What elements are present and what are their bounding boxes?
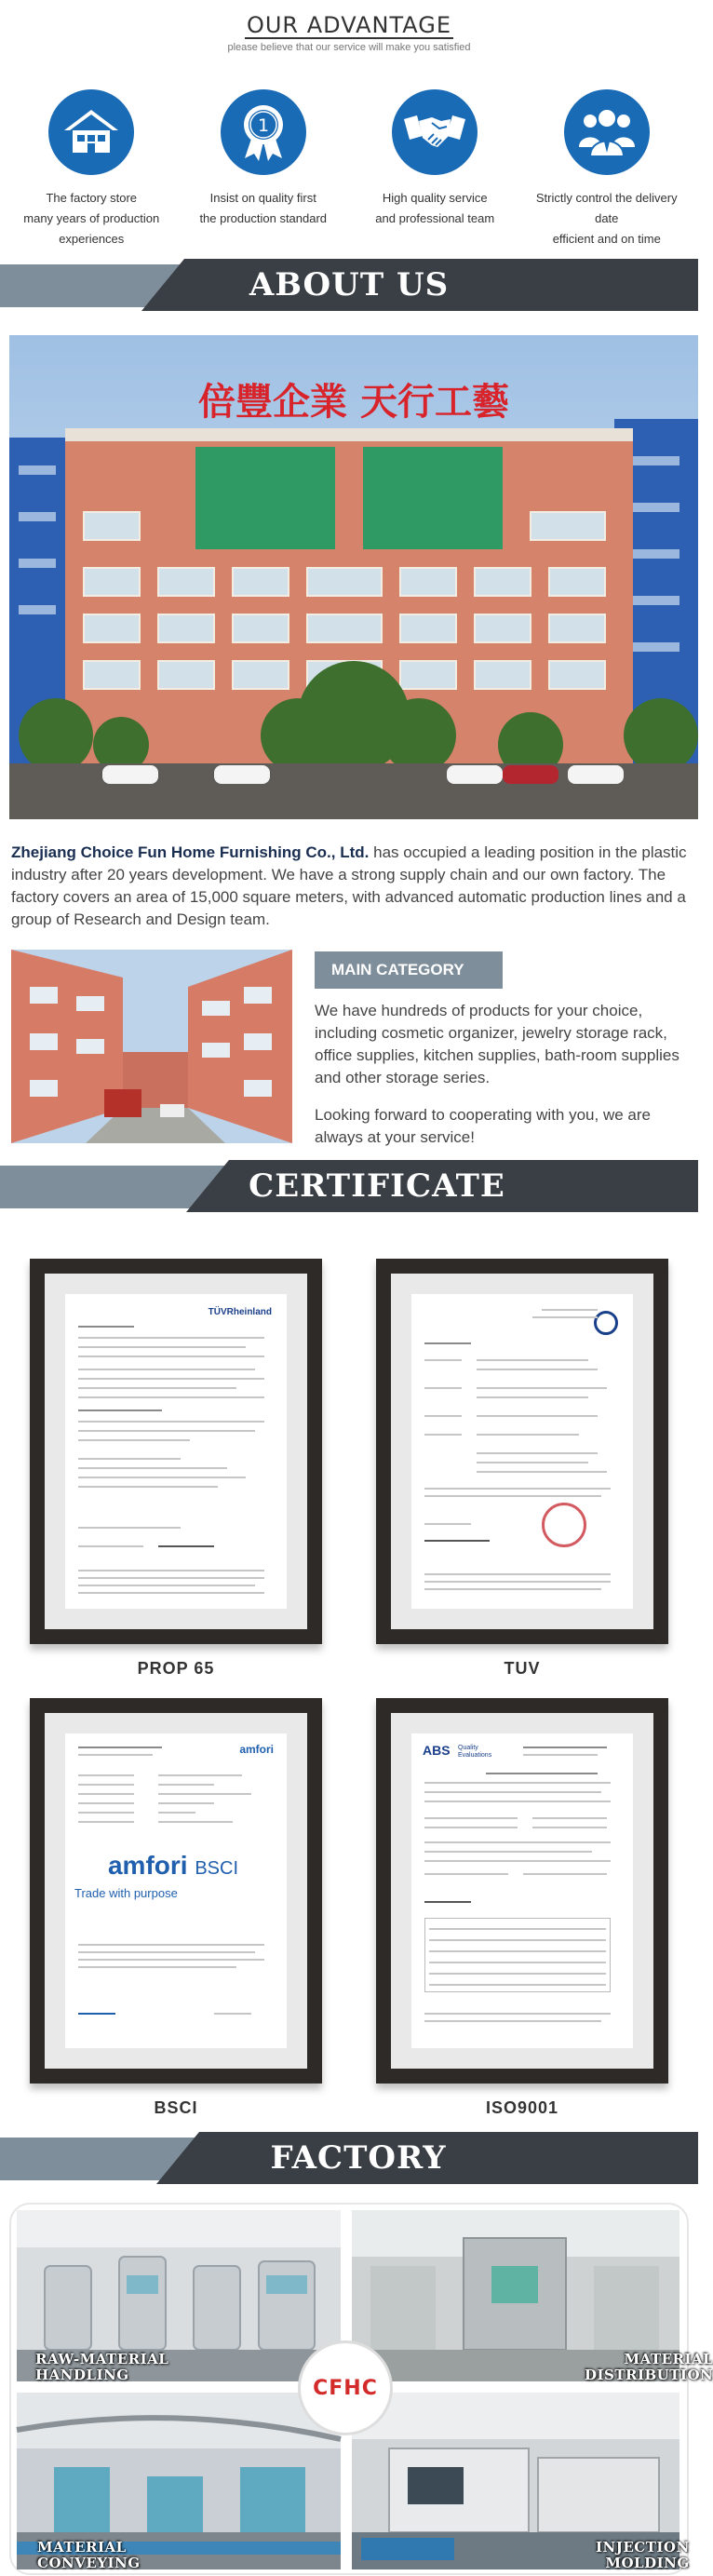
certificate-tuv [376, 1259, 668, 1644]
amfori-tagline: Trade with purpose [74, 1886, 178, 1900]
abs-logo-sub: Quality Evaluations [458, 1745, 492, 1759]
advantage-line: The factory store [46, 191, 138, 205]
advantage-subtitle: please believe that our service will make you satisfied [227, 42, 471, 53]
advantage-title: OUR ADVANTAGE [246, 12, 452, 38]
amfori-logo-text: amfori [107, 1851, 188, 1880]
tuv-brand: TÜVRheinland [208, 1307, 272, 1317]
factory-banner-title: FACTORY [270, 2139, 447, 2177]
advantage-item-quality [180, 89, 347, 250]
team-icon [564, 89, 650, 175]
medal-icon [221, 89, 306, 175]
closing-text: Looking forward to cooperating with you, we are always at your service! [315, 1106, 651, 1146]
cert-table [424, 1918, 611, 1992]
certificate-label-bsci: BSCI [154, 2098, 198, 2117]
advantage-line: the production standard [199, 211, 328, 225]
advantage-line: Strictly control the delivery date [535, 191, 678, 225]
advantage-item-delivery [523, 89, 691, 250]
company-logo [298, 2340, 393, 2435]
advantage-list [0, 89, 698, 250]
advantage-item-factory [7, 89, 175, 250]
amfori-small-brand: amfori [239, 1743, 274, 1756]
certificate-banner [0, 1160, 698, 1212]
handshake-icon [392, 89, 478, 175]
tuv-seal-icon [594, 1311, 618, 1335]
certificate-bsci [30, 1698, 322, 2084]
advantage-line: Insist on quality first [209, 191, 316, 205]
about-intro [11, 842, 691, 931]
certificate-iso9001 [376, 1698, 668, 2084]
caption-injection-molding: INJECTION MOLDING [596, 2539, 690, 2571]
factory-banner [0, 2132, 698, 2184]
about-intro-text: has occupied a leading position in the plastic industry after 20 years development. We have a strong supply chain and our own factory. The factory covers an area of 15,000 square meters, with advanced automatic production lines and a group of Research and Design team. [11, 843, 687, 928]
company-logo-text: CFHC [313, 2376, 378, 2400]
certificate-label-prop65: PROP 65 [137, 1659, 215, 1678]
advantage-line: many years of production [23, 211, 160, 225]
about-banner [0, 259, 698, 311]
advantage-header [0, 13, 698, 53]
advantage-line: efficient and on time [552, 232, 661, 246]
svg-text:1: 1 [257, 115, 269, 136]
advantage-line: High quality service [382, 191, 488, 205]
bsci-logo-text: BSCI [195, 1858, 239, 1879]
certificate-label-iso9001: ISO9001 [485, 2098, 559, 2117]
caption-material-conveying: MATERIAL CONVEYING [37, 2539, 141, 2571]
company-name: Zhejiang Choice Fun Home Furnishing Co., Ltd. [11, 843, 370, 861]
category-text: We have hundreds of products for your choice, including cosmetic organizer, jewelry storage rack, office supplies, kitchen supplies, bath-room supplies and other storage series. [315, 1002, 679, 1086]
abs-logo-text: ABS [423, 1743, 451, 1758]
factory-street-photo [11, 950, 292, 1143]
red-stamp-icon [542, 1503, 586, 1547]
building-sign-text: 倍豐企業 天行工藝 [198, 380, 509, 424]
about-banner-title: ABOUT US [249, 266, 450, 303]
factory-house-icon [48, 89, 134, 175]
caption-raw-material: RAW-MATERIAL HANDLING [35, 2351, 169, 2383]
main-category-label: MAIN CATEGORY [315, 951, 503, 989]
advantage-line: experiences [59, 232, 125, 246]
advantage-item-service [351, 89, 518, 250]
certificate-prop65 [30, 1259, 322, 1644]
advantage-line: and professional team [375, 211, 495, 225]
certificate-label-tuv: TUV [504, 1659, 541, 1678]
caption-material-distribution: MATERIAL DISTRIBUTION [585, 2351, 713, 2383]
certificate-banner-title: CERTIFICATE [249, 1167, 505, 1205]
factory-building-photo [9, 335, 698, 819]
